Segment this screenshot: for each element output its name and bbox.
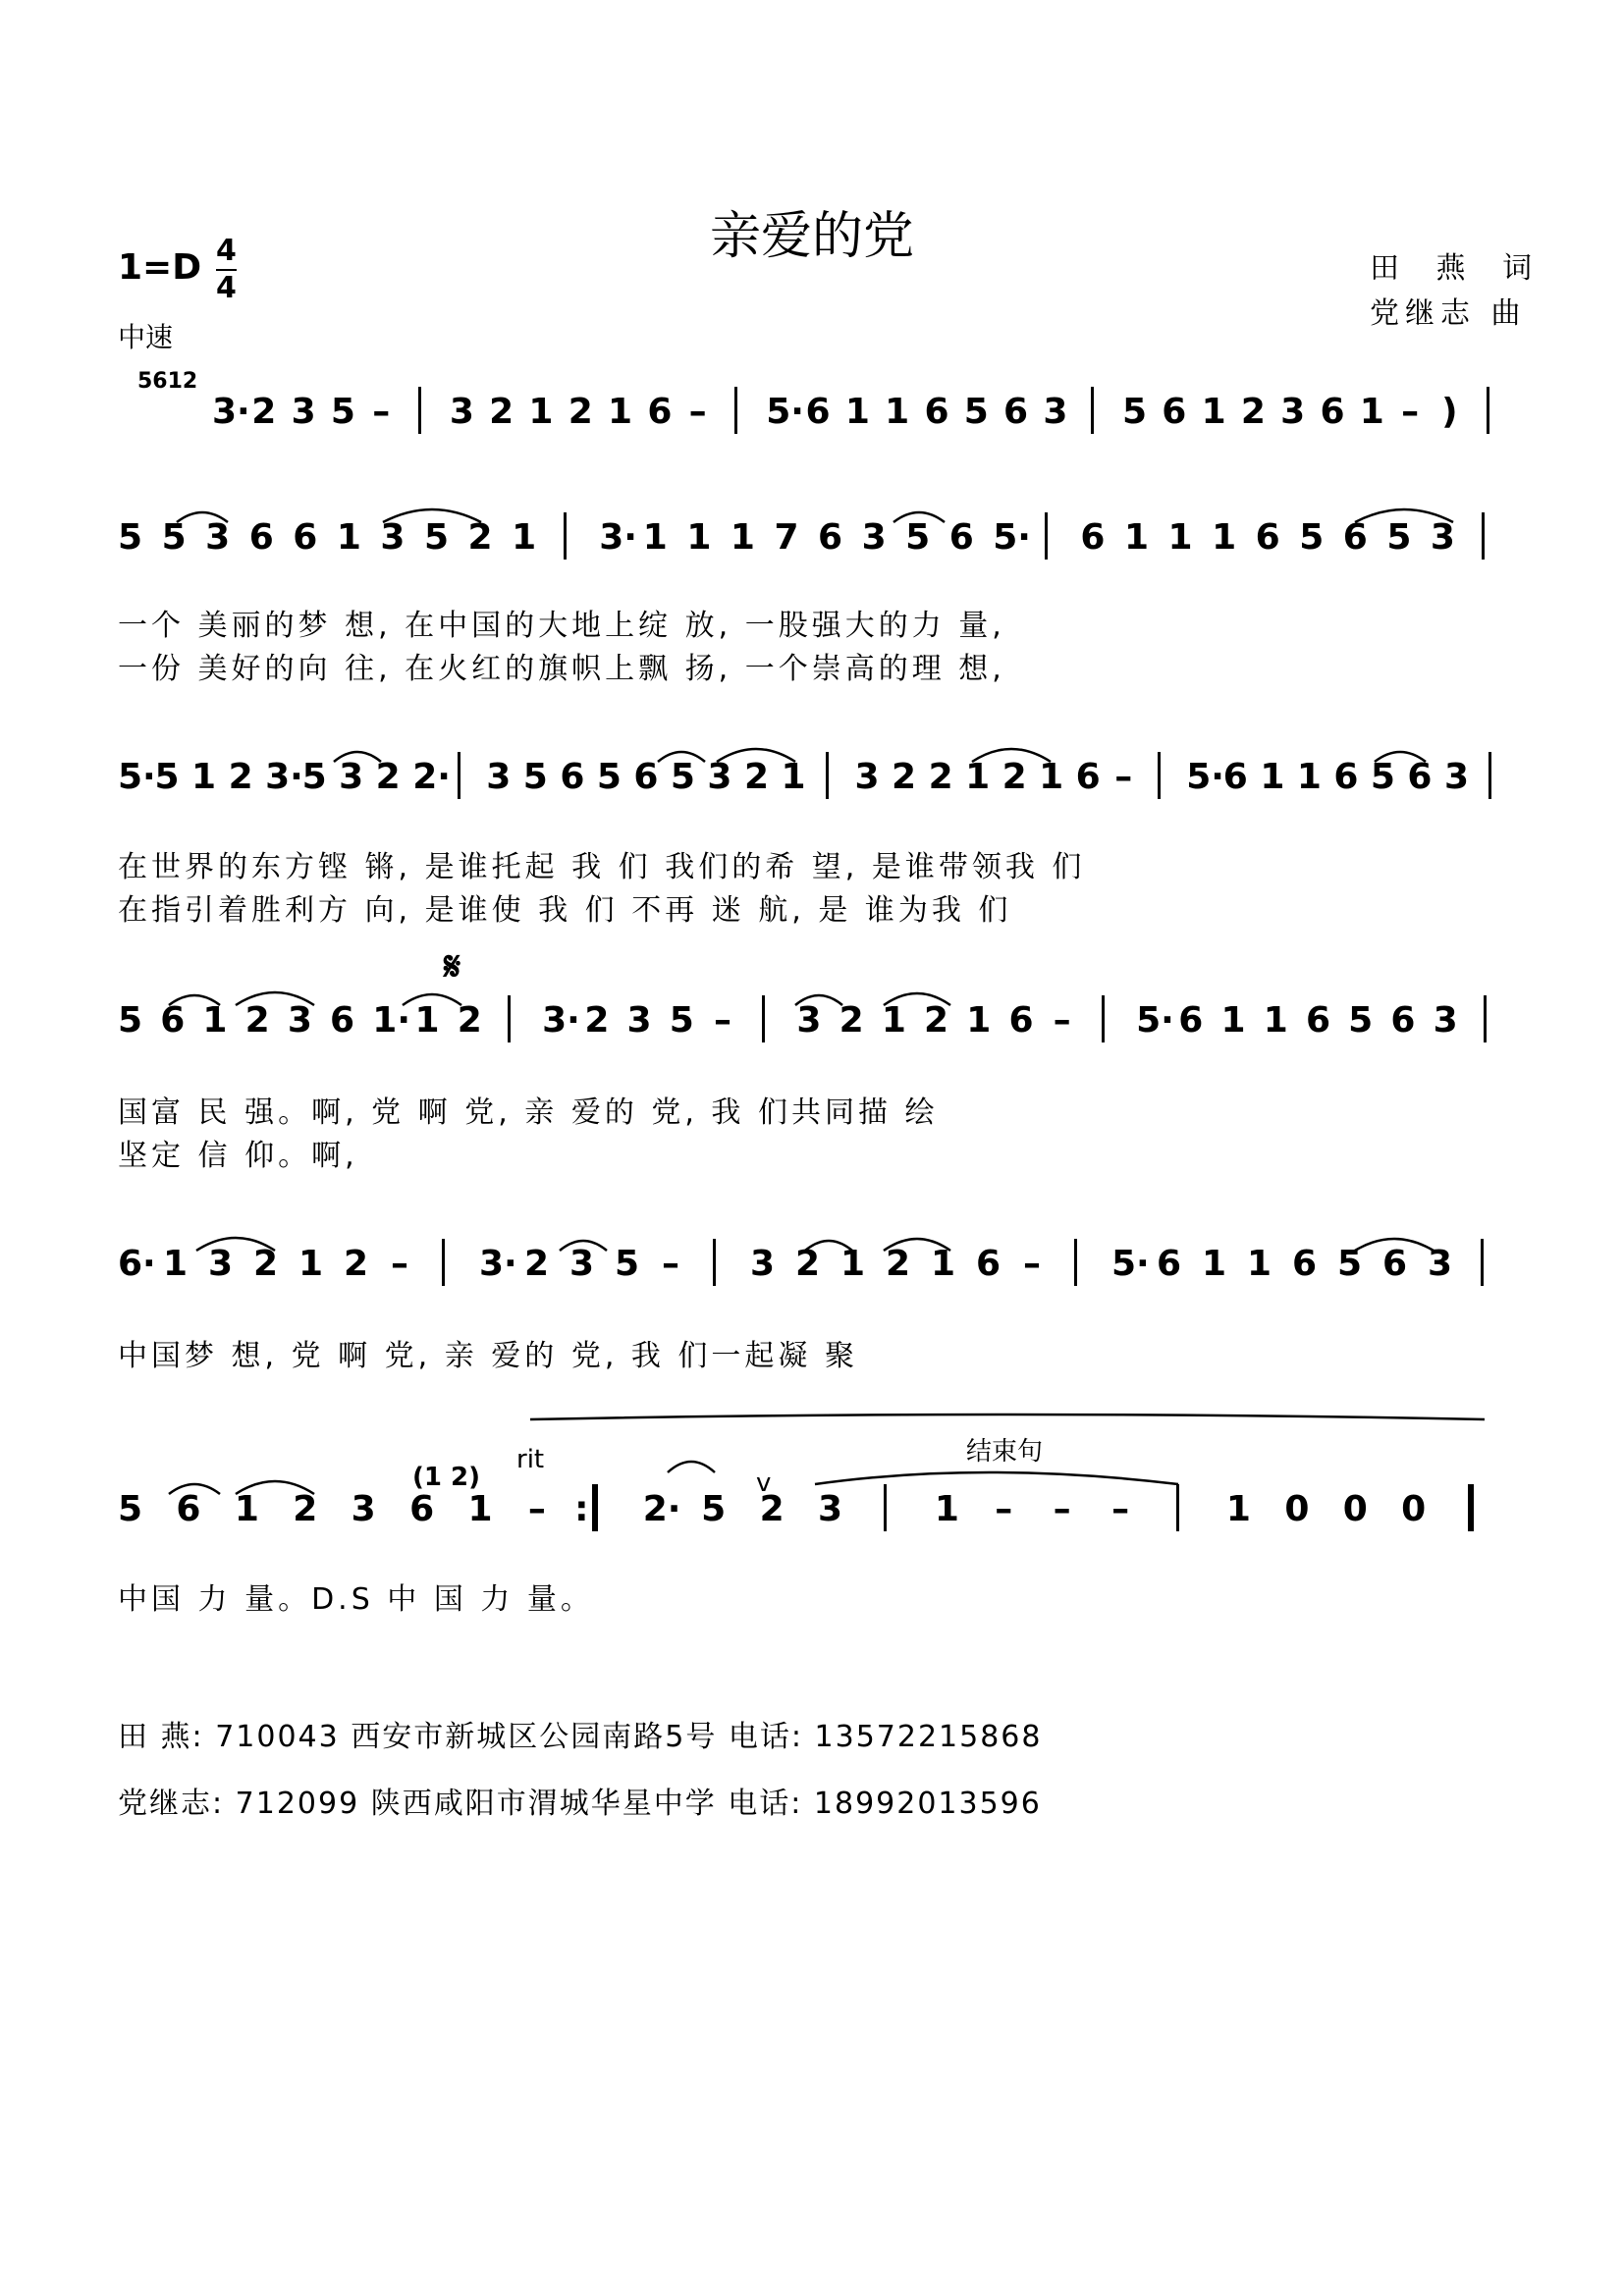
jianpu-note: 2 [584,1000,610,1041]
jianpu-note: 3 [1433,1000,1458,1041]
jianpu-note: 3· [542,1000,580,1041]
jianpu-note: 6 [948,517,974,558]
jianpu-note: 3 [208,1244,234,1284]
jianpu-note: 3 [818,1489,843,1529]
jianpu-note: 6 [1342,517,1368,558]
jianpu-note: 2 [1240,392,1266,432]
jianpu-note: 3 [351,1489,376,1529]
jianpu-note: – [662,1244,679,1284]
jianpu-note: 3 [380,517,406,558]
jianpu-note: 5 [423,517,449,558]
jianpu-note: – [995,1489,1013,1529]
jianpu-note: 1 [1296,757,1322,797]
jianpu-note: – [372,392,391,432]
jianpu-note: 3 [1043,392,1068,432]
jianpu-note: – [1111,1489,1130,1529]
jianpu-note: 6 [633,757,659,797]
jianpu-note: 2 [293,1489,318,1529]
jianpu-note: 6 [560,757,585,797]
lyric-s6-v1: 中国 力 量。D.S 中 国 力 量。 [118,1582,594,1617]
jianpu-note: 6 [409,1489,435,1529]
jianpu-note: 2 [743,757,769,797]
jianpu-note: 1 [881,1000,906,1041]
jianpu-note: 3· [479,1244,517,1284]
jianpu-note: 2 [457,1000,482,1041]
jianpu-note: 3 [626,1000,652,1041]
jianpu-note: 5 [701,1489,727,1529]
jianpu-note: 1 [191,757,217,797]
song-title: 亲爱的党 [709,207,914,266]
jianpu-note: 1 [1263,1000,1288,1041]
jianpu-note: 6 [160,1000,186,1041]
jianpu-note: 6 [647,392,673,432]
jianpu-note: 2· [412,757,451,797]
tempo-marking: 中速 [118,321,174,353]
jianpu-note: 3 [486,757,512,797]
jianpu-note: 1 [1123,517,1149,558]
jianpu-note: 3 [750,1244,776,1284]
lyricist-credit: 田 燕 词 [1370,251,1546,286]
lyric-s3-v1: 在世界的东方铿 锵, 是谁托起 我 们 我们的希 望, 是谁带领我 们 [118,850,1086,884]
jianpu-note: 6 [1333,757,1359,797]
jianpu-note: 5 [669,1000,694,1041]
jianpu-note: 1 [1247,1244,1272,1284]
jianpu-note: 2 [892,757,917,797]
lyric-s2-v2: 一份 美好的向 往, 在火红的旗帜上飘 扬, 一个崇高的理 想, [118,652,1005,686]
jianpu-note: 1 [686,517,712,558]
jianpu-note: ) [1441,392,1458,432]
jianpu-note: 1 [844,392,870,432]
jianpu-note: 0 [1342,1489,1368,1529]
jianpu-note: 2 [251,392,277,432]
jianpu-note: – [1053,1489,1071,1529]
jianpu-note: 6 [1080,517,1106,558]
jianpu-note: – [1114,757,1133,797]
jianpu-note: 6 [1222,757,1248,797]
jianpu-note: – [1401,392,1420,432]
jianpu-note: 1 [336,517,361,558]
jianpu-note: 5· [993,517,1031,558]
jianpu-note: 1 [467,1489,493,1529]
jianpu-note: 7 [774,517,799,558]
jianpu-note: 5 [1348,1000,1374,1041]
jianpu-note: 2 [228,757,253,797]
jianpu-note: 1 [730,517,755,558]
jianpu-note: 2 [924,1000,949,1041]
jianpu-note: 1 [1201,392,1226,432]
jianpu-note: 5· [1186,757,1224,797]
jianpu-note: 5 [596,757,622,797]
jianpu-note: 3 [291,392,316,432]
jianpu-note: 6 [1390,1000,1416,1041]
jianpu-note: 5 [1386,517,1412,558]
jianpu-note: 5 [963,392,989,432]
jianpu-note: 5 [118,1489,143,1529]
jianpu-note: 6 [1157,1244,1182,1284]
jianpu-note: 1 [1359,392,1384,432]
jianpu-note: 5 [670,757,695,797]
jianpu-note: 5 [615,1244,640,1284]
jianpu-note: 1 [202,1000,228,1041]
optional-notes: (1 2) [412,1463,480,1492]
intro-grace-notes: 5612 [137,369,198,394]
jianpu-note: 5 [522,757,548,797]
jianpu-note: – [1023,1244,1041,1284]
jianpu-note: 5 [905,517,931,558]
jianpu-note: 3 [1280,392,1306,432]
jianpu-note: 2 [886,1244,911,1284]
jianpu-note: 5 [154,757,180,797]
jianpu-note: 3 [287,1000,312,1041]
jianpu-note: 2 [344,1244,369,1284]
jianpu-note: 6 [1320,392,1345,432]
jianpu-note: 6 [1255,517,1280,558]
jianpu-note: 5· [766,392,804,432]
jianpu-note: 1 [608,392,633,432]
jianpu-note: 3 [449,392,474,432]
breath-mark: v [756,1468,772,1498]
jianpu-note: – [527,1489,546,1529]
lyric-s2-v1: 一个 美丽的梦 想, 在中国的大地上绽 放, 一股强大的力 量, [118,609,1005,643]
jianpu-note: 6 [330,1000,355,1041]
jianpu-note: 5 [1337,1244,1363,1284]
jianpu-note: 6 [1003,392,1029,432]
jianpu-note: 3 [205,517,231,558]
jianpu-note: 6 [924,392,949,432]
jianpu-note: 6 [1162,392,1187,432]
lyric-s4-v1: 国富 民 强。啊, 党 啊 党, 亲 爱的 党, 我 们共同描 绘 [118,1095,939,1130]
jianpu-note: 1 [234,1489,259,1529]
jianpu-note: 2 [524,1244,550,1284]
jianpu-note: 1 [1225,1489,1251,1529]
jianpu-note: 2 [795,1244,821,1284]
jianpu-note: 3 [1443,757,1469,797]
jianpu-note: 6 [1292,1244,1318,1284]
jianpu-note: 1 [298,1244,324,1284]
jianpu-note: 6 [1382,1244,1408,1284]
jianpu-note: 3 [861,517,887,558]
jianpu-note: 2· [642,1489,681,1529]
jianpu-note: 6 [176,1489,201,1529]
jianpu-note: 2 [839,1000,864,1041]
jianpu-note: 1 [1202,1244,1227,1284]
jianpu-note: 2 [1001,757,1027,797]
jianpu-note: 2 [759,1489,785,1529]
jianpu-note: 1 [163,1244,189,1284]
contact-lyricist-name: 田 燕: [118,1720,204,1754]
jianpu-note: 0 [1284,1489,1310,1529]
jianpu-note: 6 [1075,757,1101,797]
jianpu-note: 1 [1260,757,1285,797]
jianpu-note: – [688,392,707,432]
jianpu-note: 2 [467,517,493,558]
jianpu-note: 2 [244,1000,270,1041]
jianpu-note: 3 [854,757,880,797]
jianpu-note: 6 [805,392,831,432]
jianpu-note: 2 [253,1244,279,1284]
jianpu-note: 1 [1212,517,1237,558]
jianpu-note: 5 [161,517,187,558]
jianpu-note: 6 [1178,1000,1204,1041]
jianpu-note: 5 [330,392,355,432]
jianpu-note: 5· [118,757,156,797]
jianpu-note: 1 [781,757,806,797]
jianpu-note: – [391,1244,408,1284]
jianpu-note: 5 [1299,517,1325,558]
key-signature: 1=D [118,247,202,288]
jianpu-note: 3 [569,1244,595,1284]
jianpu-note: 6 [1407,757,1433,797]
segno-sign: 𝄋 [444,944,461,989]
jianpu-note: 3 [1428,1244,1453,1284]
jianpu-note: – [1053,1000,1071,1041]
jianpu-note: 5· [1111,1244,1150,1284]
jianpu-note: 1 [934,1489,959,1529]
jianpu-note: 6 [1008,1000,1034,1041]
jianpu-note: 3 [1430,517,1455,558]
contact-composer-text: 712099 陕西咸阳市渭城华星中学 电话: 18992013596 [235,1787,1042,1821]
jianpu-note: 1 [1039,757,1064,797]
jianpu-note: 1 [840,1244,866,1284]
jianpu-note: 5· [1136,1000,1174,1041]
jianpu-note: 1 [528,392,554,432]
lyric-s3-v2: 在指引着胜利方 向, 是谁使 我 们 不再 迷 航, 是 谁为我 们 [118,893,1012,928]
jianpu-note: 2 [568,392,593,432]
jianpu-note: 6 [1305,1000,1330,1041]
jianpu-note: 5 [118,1000,143,1041]
repeat-colon: : [574,1489,589,1529]
jianpu-note: 1 [1167,517,1193,558]
lyric-s4-v2: 坚定 信 仰。啊, [118,1139,358,1173]
contact-composer-name: 党继志: [118,1787,225,1821]
jianpu-note: 2 [489,392,514,432]
jianpu-note: 3 [339,757,364,797]
jianpu-note: 5 [118,517,143,558]
jianpu-note: 1 [885,392,910,432]
jianpu-note: 3· [212,392,250,432]
jianpu-note: 3· [599,517,637,558]
jianpu-note: 5 [1121,392,1148,432]
jianpu-note: 3 [796,1000,822,1041]
jianpu-note: 1 [512,517,537,558]
rit-marking: rit [516,1445,545,1474]
jianpu-note: 3 [707,757,732,797]
time-numerator: 4 [216,234,237,268]
composer-credit: 党继志 曲 [1370,296,1527,331]
jianpu-note: 1 [931,1244,956,1284]
jianpu-note: 1 [1220,1000,1246,1041]
jianpu-note: 3· [265,757,303,797]
jianpu-note: 1 [414,1000,440,1041]
jianpu-note: 1· [372,1000,410,1041]
jianpu-note: 6 [976,1244,1001,1284]
jianpu-note: 1 [965,757,991,797]
jianpu-note: 6· [118,1244,156,1284]
ending-slur [815,1472,1178,1484]
ending-bracket [530,1415,1485,1419]
jianpu-note: 5 [1370,757,1395,797]
jianpu-note: 2 [375,757,401,797]
time-denominator: 4 [216,271,237,305]
contact-lyricist-text: 710043 西安市新城区公园南路5号 电话: 13572215868 [215,1720,1043,1754]
jianpu-note: 1 [642,517,668,558]
jianpu-note: 6 [248,517,274,558]
ending-label: 结束句 [966,1437,1044,1467]
jianpu-note: 5 [301,757,327,797]
jianpu-note: 2 [928,757,953,797]
jianpu-note: 1 [966,1000,992,1041]
jianpu-note: 6 [818,517,843,558]
lyric-s5-v1: 中国梦 想, 党 啊 党, 亲 爱的 党, 我 们一起凝 聚 [118,1339,858,1373]
jianpu-note: – [713,1000,731,1041]
jianpu-note: 6 [293,517,318,558]
jianpu-note: 0 [1401,1489,1427,1529]
